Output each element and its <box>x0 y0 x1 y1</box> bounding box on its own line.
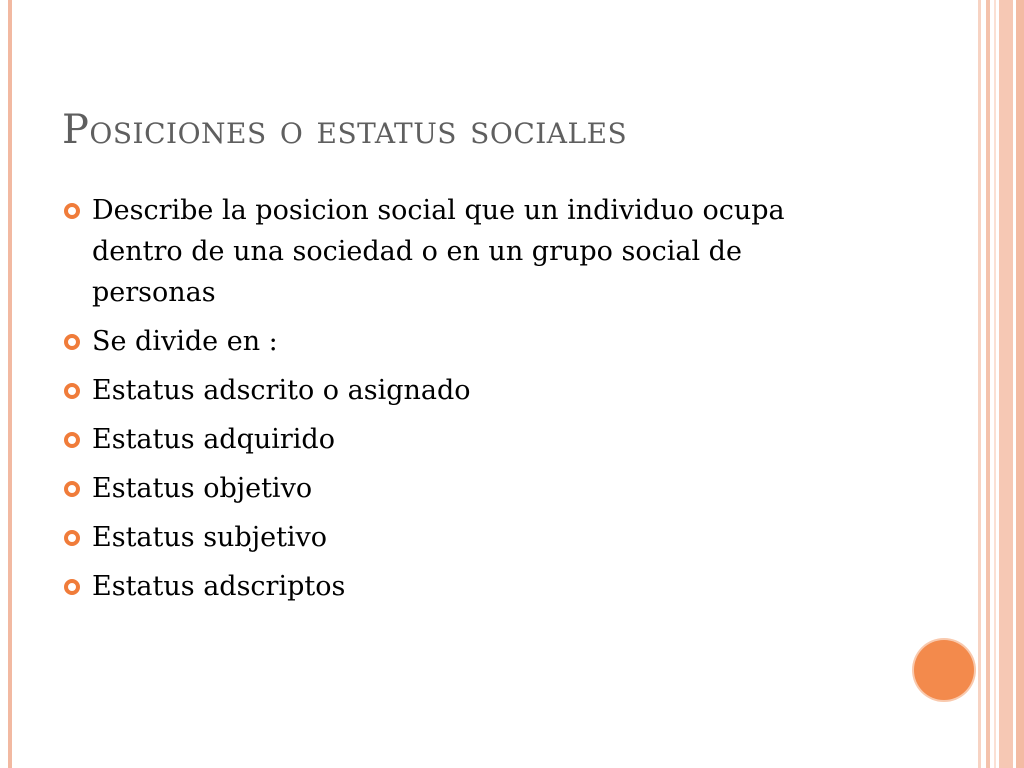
bullet-text: Describe la posicion social que un individuo ocupa dentro de una sociedad o en un grupo social de personas <box>92 195 785 308</box>
ring-bullet-icon <box>64 530 80 546</box>
right-decorative-stripe <box>994 0 996 768</box>
bullet-item <box>62 370 822 411</box>
ring-bullet-icon <box>64 203 80 219</box>
bullet-text: Se divide en : <box>92 326 278 357</box>
ring-bullet-icon <box>64 432 80 448</box>
ring-bullet-icon <box>64 579 80 595</box>
bullet-item <box>62 566 822 607</box>
bullet-item <box>62 468 822 509</box>
bullet-item <box>62 190 822 313</box>
left-decorative-stripe <box>8 0 12 768</box>
bullet-list <box>62 190 822 615</box>
bullet-text: Estatus adscriptos <box>92 571 346 602</box>
right-decorative-stripe <box>1016 0 1024 768</box>
ring-bullet-icon <box>64 481 80 497</box>
right-decorative-stripe <box>978 0 981 768</box>
bullet-text: Estatus objetivo <box>92 473 313 504</box>
decorative-circle <box>914 640 974 700</box>
bullet-text: Estatus adscrito o asignado <box>92 375 471 406</box>
bullet-item <box>62 321 822 362</box>
bullet-text: Estatus subjetivo <box>92 522 328 553</box>
bullet-text: Estatus adquirido <box>92 424 335 455</box>
ring-bullet-icon <box>64 383 80 399</box>
bullet-item <box>62 517 822 558</box>
slide-title: Posiciones o estatus sociales <box>62 107 628 153</box>
right-decorative-stripe <box>986 0 990 768</box>
bullet-item <box>62 419 822 460</box>
ring-bullet-icon <box>64 334 80 350</box>
right-decorative-stripe <box>999 0 1013 768</box>
